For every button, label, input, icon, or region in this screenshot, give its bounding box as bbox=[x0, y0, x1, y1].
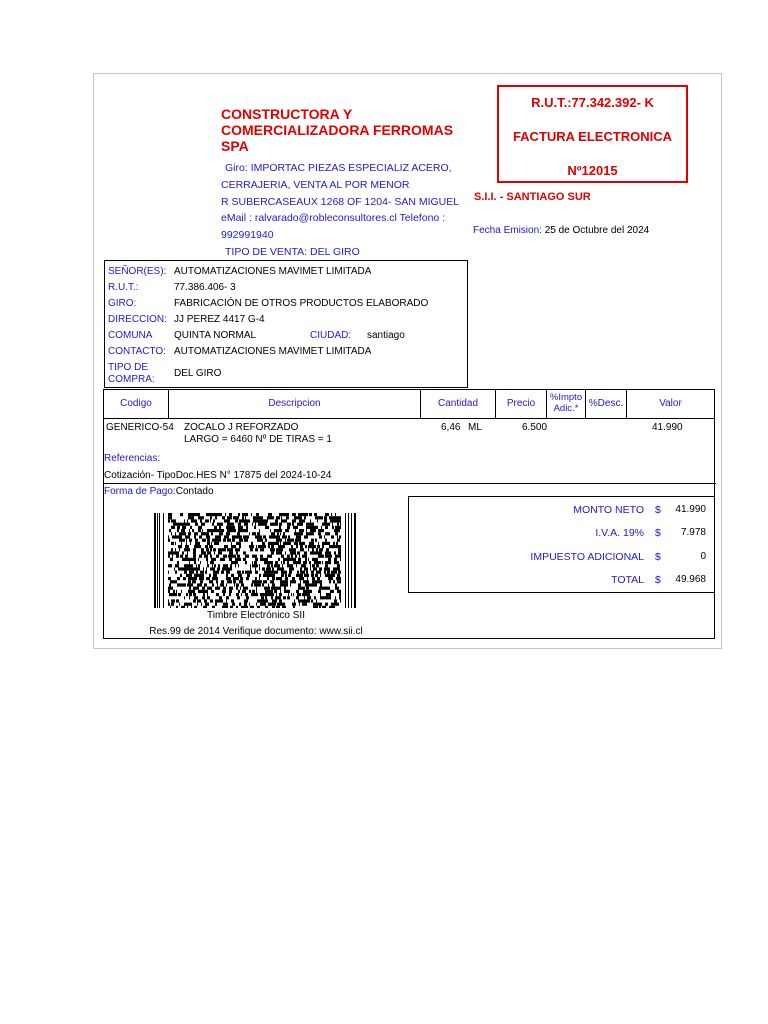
header-cantidad: Cantidad bbox=[437, 398, 479, 409]
total-value: 49.968 bbox=[675, 574, 706, 585]
emission-label: Fecha Emision: bbox=[473, 225, 542, 236]
client-name: AUTOMATIZACIONES MAVIMET LIMITADA bbox=[174, 266, 372, 277]
row-cantidad: 6,46 bbox=[441, 422, 461, 433]
rut-box bbox=[497, 85, 688, 183]
timbre-barcode bbox=[154, 513, 357, 608]
client-address: JJ PEREZ 4417 G-4 bbox=[174, 314, 265, 325]
forma-pago bbox=[104, 486, 214, 497]
referencias-label: Referencias: bbox=[104, 453, 161, 464]
sii-office: S.I.I. - SANTIAGO SUR bbox=[474, 191, 591, 203]
emission-value: 25 de Octubre del 2024 bbox=[544, 225, 650, 236]
header-impto bbox=[547, 390, 585, 418]
client-label: CONTACTO: bbox=[108, 346, 166, 357]
issuer-giro-line: CERRAJERIA, VENTA AL POR MENOR bbox=[221, 179, 410, 191]
client-label: COMPRA: bbox=[108, 374, 155, 385]
iva-value: 7.978 bbox=[680, 527, 706, 538]
divider bbox=[104, 483, 716, 484]
total-label: TOTAL bbox=[611, 574, 644, 586]
client-label: SEÑOR(ES): bbox=[108, 266, 167, 277]
total-currency: $ bbox=[655, 527, 661, 539]
rut-number: R.U.T.:77.342.392- K bbox=[531, 95, 654, 110]
client-tipo-compra: DEL GIRO bbox=[174, 368, 222, 379]
client-label: R.U.T.: bbox=[108, 282, 139, 293]
issuer-sale-type: TIPO DE VENTA: DEL GIRO bbox=[225, 246, 360, 258]
client-label: DIRECCION: bbox=[108, 314, 167, 325]
row-descripcion-detail: LARGO = 6460 Nº DE TIRAS = 1 bbox=[184, 434, 332, 445]
forma-pago-label: Forma de Pago: bbox=[104, 486, 176, 497]
timbre-note: Res.99 de 2014 Verifique documento: www.sii.cl bbox=[149, 626, 363, 637]
header-desc: %Desc. bbox=[588, 398, 624, 409]
impuesto-adicional-value: 0 bbox=[700, 551, 706, 562]
header-codigo: Codigo bbox=[120, 398, 152, 409]
client-rut: 77.386.406- 3 bbox=[174, 282, 236, 293]
header-precio: Precio bbox=[506, 398, 536, 409]
total-label: IMPUESTO ADICIONAL bbox=[530, 551, 644, 563]
table-header bbox=[104, 390, 714, 419]
client-ciudad: santiago bbox=[367, 330, 405, 341]
issuer-giro-line: Giro: IMPORTAC PIEZAS ESPECIALIZ ACERO, bbox=[225, 162, 452, 174]
issuer-name-line: SPA bbox=[221, 138, 249, 154]
row-descripcion: ZOCALO J REFORZADO bbox=[184, 422, 299, 433]
client-giro: FABRICACIÓN DE OTROS PRODUCTOS ELABORADO bbox=[174, 298, 429, 309]
header-valor: Valor bbox=[659, 398, 682, 409]
row-unidad: ML bbox=[468, 422, 482, 433]
total-currency: $ bbox=[655, 551, 661, 563]
issuer-name-line: COMERCIALIZADORA FERROMAS bbox=[221, 122, 454, 138]
document-type: FACTURA ELECTRONICA bbox=[512, 129, 673, 144]
row-valor: 41.990 bbox=[652, 422, 683, 433]
monto-neto-value: 41.990 bbox=[675, 504, 706, 515]
row-codigo: GENERICO-54 bbox=[106, 422, 174, 433]
header-descripcion: Descripcion bbox=[268, 398, 321, 409]
issuer-name bbox=[221, 106, 471, 154]
client-contact: AUTOMATIZACIONES MAVIMET LIMITADA bbox=[174, 346, 372, 357]
invoice-number: Nº12015 bbox=[567, 163, 618, 178]
client-label: GIRO: bbox=[108, 298, 137, 309]
emission-date bbox=[473, 225, 649, 236]
total-currency: $ bbox=[655, 574, 661, 586]
issuer-name-line: CONSTRUCTORA Y bbox=[221, 106, 353, 122]
forma-pago-value: Contado bbox=[175, 486, 214, 497]
total-label: I.V.A. 19% bbox=[595, 527, 644, 539]
client-comuna: QUINTA NORMAL bbox=[174, 330, 257, 341]
issuer-address: R SUBERCASEAUX 1268 OF 1204- SAN MIGUEL bbox=[221, 196, 460, 208]
issuer-contact-line: 992991940 bbox=[221, 229, 274, 241]
total-currency: $ bbox=[655, 504, 661, 516]
total-label: MONTO NETO bbox=[573, 504, 644, 516]
issuer-contact-line: eMail : ralvarado@robleconsultores.cl Telefono : bbox=[221, 212, 446, 224]
client-label: COMUNA bbox=[108, 330, 153, 341]
header-impto-line: %Impto bbox=[549, 392, 583, 403]
referencia-text: Cotización- TipoDoc.HES N° 17875 del 2024-10-24 bbox=[104, 470, 332, 481]
client-box bbox=[104, 260, 468, 388]
totals-box bbox=[408, 496, 714, 593]
barcode-pattern bbox=[154, 513, 356, 608]
row-precio: 6.500 bbox=[522, 422, 548, 433]
client-label: TIPO DE bbox=[108, 362, 149, 373]
header-impto-line: Adic.* bbox=[553, 403, 579, 414]
timbre-caption: Timbre Electrónico SII bbox=[207, 610, 305, 621]
client-ciudad-label: CIUDAD: bbox=[310, 330, 352, 341]
